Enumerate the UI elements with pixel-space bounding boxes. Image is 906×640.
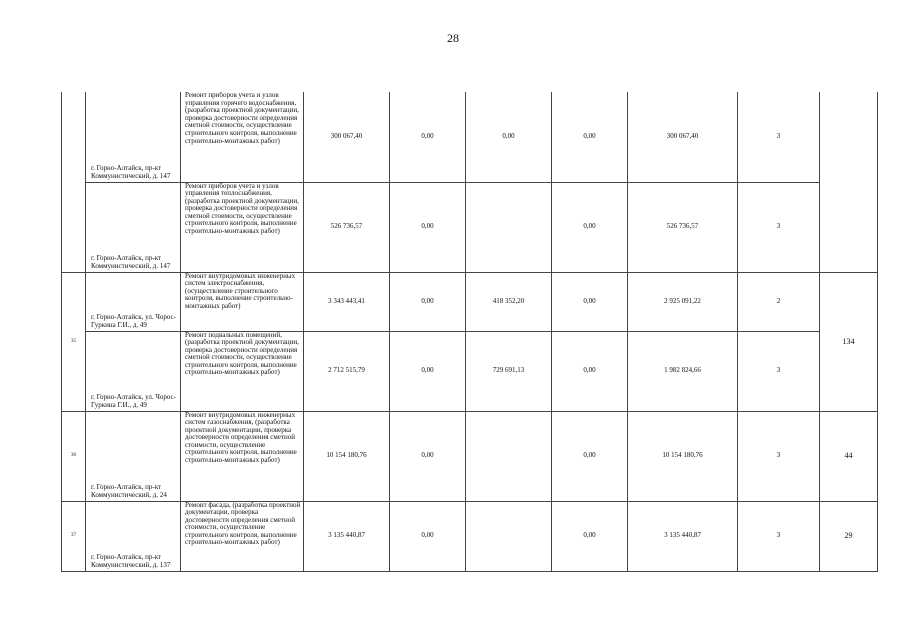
total-cost-cell: 10 154 180,76 bbox=[304, 411, 390, 501]
work-description-cell: Ремонт внутридомовых инженерных систем электроснабжения, (осуществление строительного контроля, выполнение строительно-монтажных работ) bbox=[181, 272, 304, 331]
cost-cell: 0,00 bbox=[390, 92, 466, 182]
cost-cell: 0,00 bbox=[390, 272, 466, 331]
group-total-cell bbox=[820, 92, 878, 272]
group-total-cell: 29 bbox=[820, 501, 878, 571]
table-row bbox=[62, 182, 878, 272]
work-description-cell: Ремонт приборов учета и узлов управления горячего водоснабжения, (разработка проектной документации, проверка достоверности определения сметной стоимости, осуществление строительного контроля, выполнение строительно-монтажных работ) bbox=[181, 92, 304, 182]
cost-cell: 0,00 bbox=[390, 331, 466, 411]
cost-cell: 0,00 bbox=[552, 182, 628, 272]
cost-cell: 526 736,57 bbox=[628, 182, 738, 272]
total-cost-cell: 3 343 443,41 bbox=[304, 272, 390, 331]
cost-cell: 0,00 bbox=[390, 501, 466, 571]
period-cell: 3 bbox=[738, 331, 820, 411]
cost-cell: 0,00 bbox=[390, 182, 466, 272]
group-total-cell: 134 bbox=[820, 272, 878, 411]
period-cell: 3 bbox=[738, 411, 820, 501]
total-cost-cell: 300 067,40 bbox=[304, 92, 390, 182]
cost-cell: 0,00 bbox=[552, 92, 628, 182]
total-cost-cell: 526 736,57 bbox=[304, 182, 390, 272]
cost-cell: 729 691,13 bbox=[466, 331, 552, 411]
address-cell: г. Горно-Алтайск, ул. Чорос-Гуркина Г.И., д. 49 bbox=[86, 331, 181, 411]
cost-cell: 3 135 440,87 bbox=[628, 501, 738, 571]
cost-cell: 0,00 bbox=[390, 411, 466, 501]
cost-cell: 1 982 824,66 bbox=[628, 331, 738, 411]
group-total-cell: 44 bbox=[820, 411, 878, 501]
table-row bbox=[62, 92, 878, 182]
table-row bbox=[62, 272, 878, 331]
period-cell: 2 bbox=[738, 272, 820, 331]
address-cell: г. Горно-Алтайск, пр-кт Коммунистический, д. 24 bbox=[86, 411, 181, 501]
address-cell: г. Горно-Алтайск, пр-кт Коммунистический, д. 137 bbox=[86, 501, 181, 571]
row-index-cell: 37 bbox=[62, 501, 86, 571]
cost-cell: 300 067,40 bbox=[628, 92, 738, 182]
cost-cell: 2 925 091,22 bbox=[628, 272, 738, 331]
address-cell: г. Горно-Алтайск, ул. Чорос-Гуркина Г.И., д. 49 bbox=[86, 272, 181, 331]
cost-cell: 0,00 bbox=[552, 272, 628, 331]
row-index-cell: 35 bbox=[62, 272, 86, 411]
total-cost-cell: 2 712 515,79 bbox=[304, 331, 390, 411]
period-cell: 3 bbox=[738, 501, 820, 571]
page-number: 28 bbox=[447, 31, 459, 45]
cost-cell bbox=[466, 182, 552, 272]
table-row bbox=[62, 331, 878, 411]
work-description-cell: Ремонт подвальных помещений, (разработка проектной документации, проверка достоверности определения сметной стоимости, осуществление строительного контроля, выполнение строительно-монтажных работ) bbox=[181, 331, 304, 411]
cost-cell: 418 352,20 bbox=[466, 272, 552, 331]
work-description-cell: Ремонт приборов учета и узлов управления теплоснабжения, (разработка проектной документации, проверка достоверности определения сметной стоимости, осуществление строительного контроля, выполнение строительно-монтажных работ) bbox=[181, 182, 304, 272]
cost-cell: 0,00 bbox=[466, 92, 552, 182]
period-cell: 3 bbox=[738, 92, 820, 182]
row-index-cell: 36 bbox=[62, 411, 86, 501]
cost-cell bbox=[466, 501, 552, 571]
period-cell: 3 bbox=[738, 182, 820, 272]
address-cell: г. Горно-Алтайск, пр-кт Коммунистический, д. 147 bbox=[86, 182, 181, 272]
data-table bbox=[61, 92, 878, 572]
cost-cell: 0,00 bbox=[552, 411, 628, 501]
cost-cell bbox=[466, 411, 552, 501]
work-description-cell: Ремонт фасада, (разработка проектной документации, проверка достоверности определения сметной стоимости, осуществление строительного контроля, выполнение строительно-монтажных работ) bbox=[181, 501, 304, 571]
cost-cell: 0,00 bbox=[552, 501, 628, 571]
cost-cell: 0,00 bbox=[552, 331, 628, 411]
address-cell: г. Горно-Алтайск, пр-кт Коммунистический, д. 147 bbox=[86, 92, 181, 182]
table-row bbox=[62, 501, 878, 571]
work-description-cell: Ремонт внутридомовых инженерных систем газоснабжения, (разработка проектной документации, проверка достоверности определения сметной стоимости, осуществление строительного контроля, выполнение строительно-монтажных работ) bbox=[181, 411, 304, 501]
row-index-cell bbox=[62, 92, 86, 272]
total-cost-cell: 3 135 440,87 bbox=[304, 501, 390, 571]
table-row bbox=[62, 411, 878, 501]
cost-cell: 10 154 180,76 bbox=[628, 411, 738, 501]
